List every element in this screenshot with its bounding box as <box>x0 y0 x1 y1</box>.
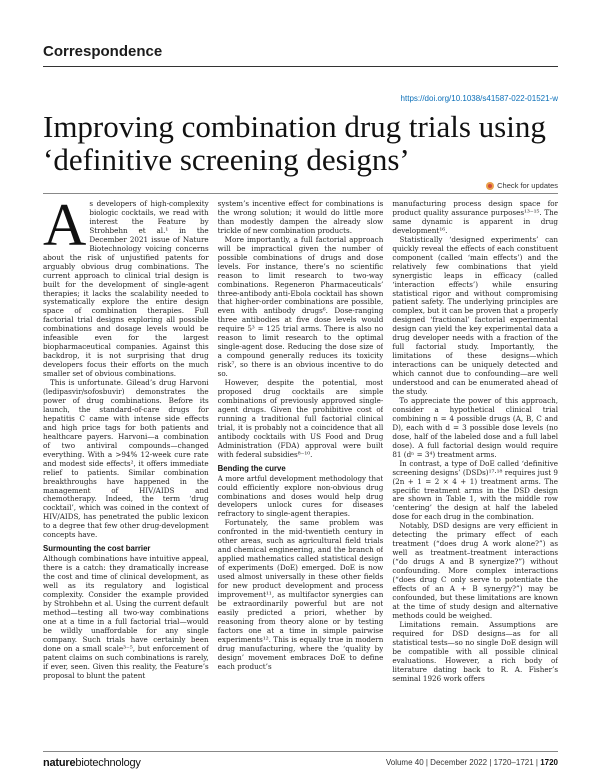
page-number: 1720 <box>540 758 558 767</box>
doi-link[interactable]: https://doi.org/10.1038/s41587-022-01521-w <box>400 94 558 103</box>
paragraph: To appreciate the power of this approach, consider a hypothetical clinical trial combining n = 4 possible drugs (A, B, C and D), each with d = 3 possible dose levels (no dose, half of the labeled dose and a full label dose). A full factorial design would require 81 (dⁿ = 3⁴) treatment arms. <box>392 395 558 459</box>
check-for-updates-button[interactable] <box>486 181 558 190</box>
article-title: Improving combination drug trials using ‘definitive screening designs’ <box>43 109 546 177</box>
paragraph: s developers of high-complexity biologic cocktails, we read with interest the Feature by Strohbehn et al.¹ in the December 2021 issue of Nature Biotechnology voicing concerns about the risk of unjustified patents for arguably obvious drug combinations. The current approach to clinical trial design is built for the development of single-agent therapies; it lacks the scalability needed to systematically explore the entire design space of combination therapies. Full factorial trial designs exploring all possible combinations and dosage levels would be infeasible even for the largest biopharmaceutical companies. Against this backdrop, it is not surprising that drug developers focus their efforts on the much smaller set of obvious combinations. <box>43 200 209 379</box>
paragraph: Limitations remain. Assumptions are required for DSD designs—as for all statistical tests—so no single DoE design will be compatible with all possible clinical evaluations. However, a rich body of literature dating back to R. A. Fisher’s seminal 1926 work offers <box>392 619 558 683</box>
drop-cap: A <box>43 200 87 258</box>
check-updates-icon <box>486 182 494 190</box>
footer-rule <box>43 751 558 752</box>
journal-name-light: biotechnology <box>75 757 141 769</box>
check-updates-label: Check for updates <box>497 181 558 190</box>
article-body <box>43 200 558 748</box>
subheading: Surmounting the cost barrier <box>43 544 151 554</box>
paragraph: In contrast, a type of DoE called ‘definitive screening designs’ (DSDs)¹⁷·¹⁸ requires just 9 (2n + 1 = 2 × 4 + 1) treatment arms. The specific treatment arms in the DSD design are shown in Table 1, with the middle row ‘centering’ the design at half the labeled dose for each drug in the combination. <box>392 458 558 522</box>
title-divider <box>43 193 558 194</box>
paragraph: Although combinations have intuitive appeal, there is a catch: they dramatically increase the cost and time of clinical development, as well as its regulatory and logistical complexity. Consider the example provided by Strohbehn et al. Using the current default method—testing all two-way combinations one at a time in a full factorial trial—would be wildly unaffordable for any single company. Such trials have certainly been done on a small scale³⁻⁵, but enforcement of patent claims on such combinations is rarely, if ever, seen. Given this reality, the Feature’s proposal to blunt the patent <box>43 554 209 680</box>
paragraph: manufacturing process design space for product quality assurance purposes¹³⁻¹⁵. The same dynamic is apparent in drug development¹⁶. <box>392 200 558 235</box>
journal-name-bold: nature <box>43 757 76 769</box>
paragraph: However, despite the potential, most proposed drug cocktails are simple combinations of previously approved single-agent drugs. Given the prohibitive cost of running a traditional full factorial clinical trial, it is probably not a coincidence that all antibody cocktails with US Food and Drug Administration (FDA) approval were built with federal subsidies⁸⁻¹⁰. <box>217 378 384 459</box>
journal-logo <box>43 757 141 769</box>
column-3 <box>392 200 558 748</box>
section-title: Correspondence <box>43 43 163 60</box>
paragraph: Notably, DSD designs are very efficient in detecting the primary effect of each treatment (“does drug A work alone?”) as well as treatment–treatment interactions (“do drugs A and B synergize?”) without confounding. More complex interactions (“does drug C only serve to potentiate the effects of an A + B synergy?”) may be confounded, but these limitations are known at the time of study design and alternative methods could be weighed. <box>392 521 558 620</box>
column-1 <box>43 200 209 748</box>
paragraph: A more artful development methodology that could efficiently explore non-obvious drug combinations and doses would help drug developers unlock cures for diseases refractory to single-agent therapies. <box>217 473 384 519</box>
footer-info <box>386 758 558 767</box>
paragraph: Fortunately, the same problem was confronted in the mid-twentieth century in other areas, such as agricultural field trials and chemical engineering, and the branch of applied mathematics called statistical design of experiments (DoE) emerged. DoE is now used almost universally in these other fields for new product development and process improvement¹¹, as multifactor synergies can be extraordinarily powerful but are not easily predicted a priori, whether by reasoning from theory alone or by testing factors one at a time in simple pairwise experiments¹². This is equally true in modern drug manufacturing, where the ‘quality by design’ movement embraces DoE to define each product’s <box>217 518 384 671</box>
paragraph: More importantly, a full factorial approach will be impractical given the number of possible combinations of drugs and dose levels. For instance, there’s no scientific reason to limit research to two-way combinations. Regeneron Pharmaceuticals’ three-antibody anti-Ebola cocktail has shown that higher-order combinations are possible, even with antibody drugs⁶. Dose-ranging three antibodies at five dose levels would require 5³ = 125 trial arms. There is also no reason to limit research to the optimal single-agent dose. Reducing the dose size of a compound generally reduces its toxicity risk⁷, so there is an obvious incentive to do so. <box>217 234 384 379</box>
subheading: Bending the curve <box>217 463 286 473</box>
column-2 <box>218 200 384 748</box>
paragraph: This is unfortunate. Gilead’s drug Harvoni (ledipasvir/sofosbuvir) demonstrates the power of drug combinations. Before its launch, the standard-of-care drugs for hepatitis C came with intense side effects and high price tags for both patients and healthcare payers. Harvoni—a combination of two antiviral compounds—changed everything. With a >94% 12-week cure rate and modest side effects², it offers immediate relief to patients. Similar combination breakthroughs have happened in the management of HIV/AIDS and chemotherapy. Indeed, the term ‘drug cocktail’, which was coined in the context of HIV/AIDS, has penetrated the public lexicon to a degree that few other drug-development concepts have. <box>43 378 209 540</box>
volume-info: Volume 40 | December 2022 | 1720–1721 | <box>385 758 538 767</box>
top-rule <box>43 66 558 67</box>
paragraph: Statistically ‘designed experiments’ can quickly reveal the effects of each constituent component (called ‘main effects’) and the relatively few combinations that yield synergistic leaps in efficacy (called ‘interaction effects’) while ensuring statistical rigor and without compromising patient safety. The underlying principles are complex, but it can be proven that a properly designed ‘fractional’ factorial experimental design can yield the key experimental data a drug developer needs with a fraction of the full factorial study. Importantly, the limitations of these designs—which interactions can be uniquely detected and which cannot due to confounding—are well understood and can be enumerated ahead of the study. <box>392 234 558 397</box>
paragraph: system’s incentive effect for combinations is the wrong solution; it would do little more than modestly dampen the already slow trickle of new combination products. <box>217 200 384 235</box>
